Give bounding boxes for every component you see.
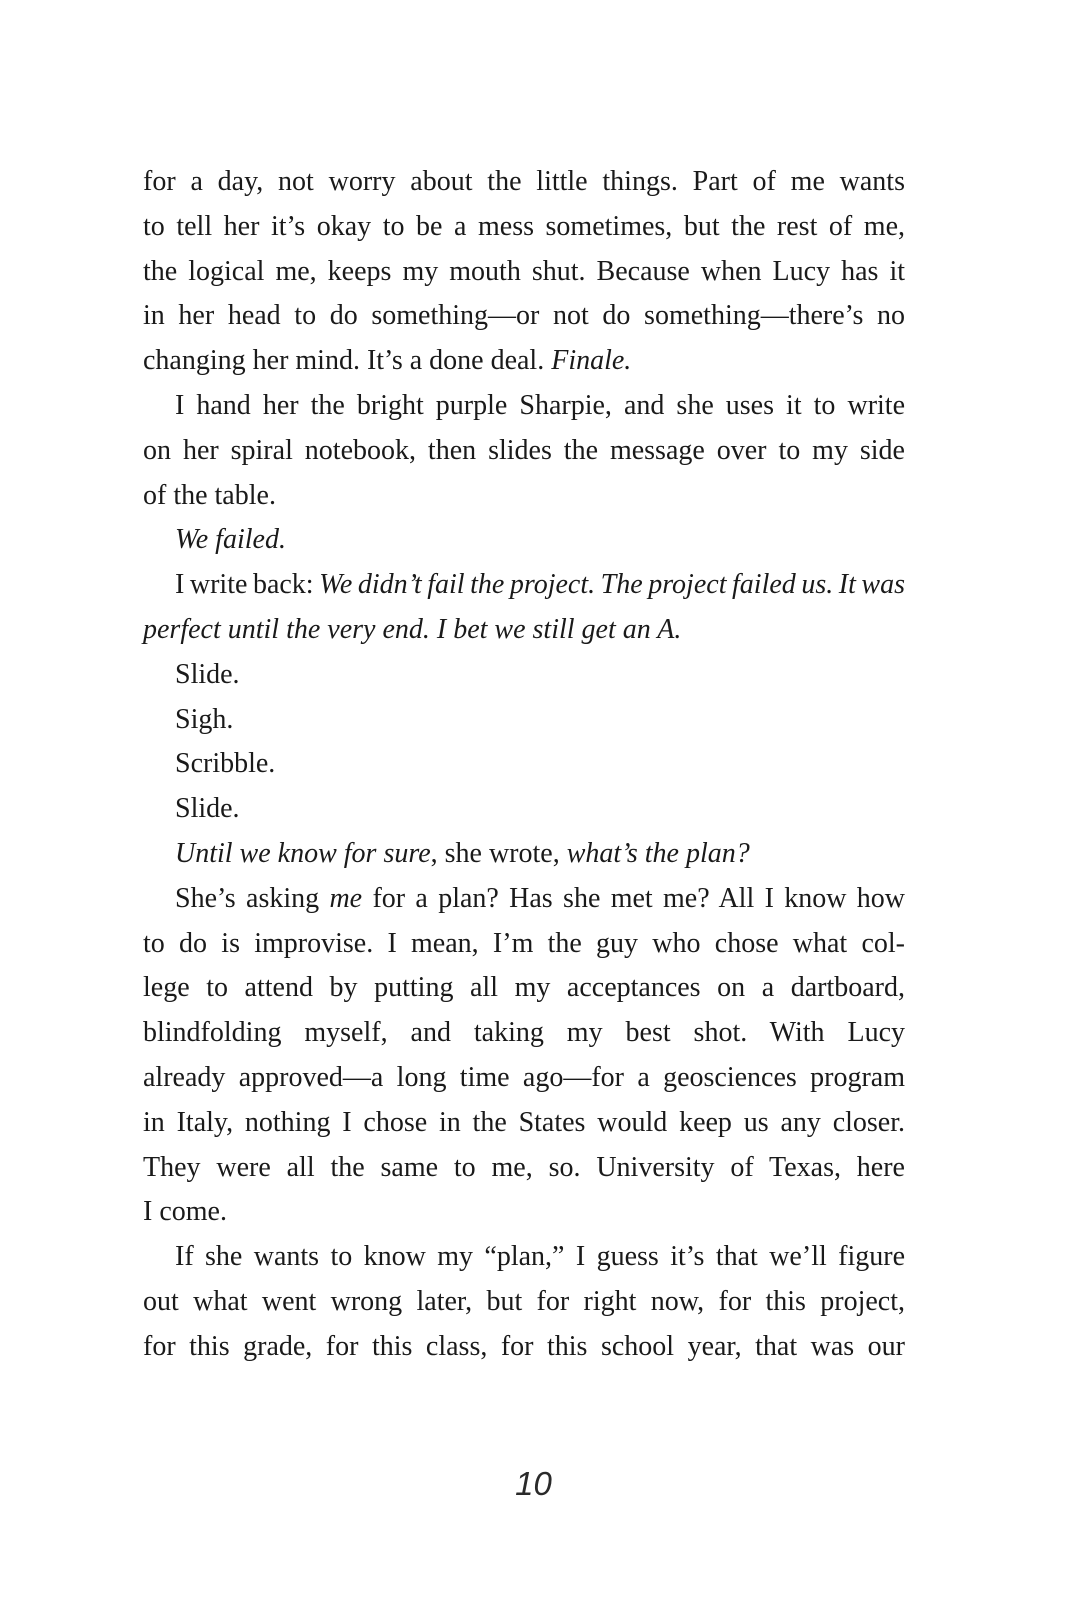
text-line: for this grade, for this class, for this school year, that was our bbox=[143, 1330, 905, 1362]
text-line: lege to attend by putting all my acceptances on a dartboard, bbox=[143, 972, 905, 1004]
page-number: 10 bbox=[515, 1465, 552, 1502]
text-line: Slide. bbox=[175, 658, 240, 690]
text-line: out what went wrong later, but for right now, for this project, bbox=[143, 1285, 905, 1317]
text-line: perfect until the very end. I bet we still get an A. bbox=[143, 613, 682, 645]
text-line: in her head to do something—or not do something—there’s no bbox=[143, 300, 905, 332]
text-line: already approved—a long time ago—for a geosciences program bbox=[143, 1061, 905, 1093]
text-line: I come. bbox=[143, 1196, 227, 1228]
text-line: on her spiral notebook, then slides the message over to my side bbox=[143, 434, 905, 466]
text-line: the logical me, keeps my mouth shut. Because when Lucy has it bbox=[143, 255, 905, 287]
text-line: They were all the same to me, so. University of Texas, here bbox=[143, 1151, 905, 1183]
text-line: If she wants to know my “plan,” I guess it’s that we’ll figure bbox=[175, 1241, 905, 1273]
text-line: in Italy, nothing I chose in the States would keep us any closer. bbox=[143, 1106, 905, 1138]
text-line: changing her mind. It’s a done deal. Finale. bbox=[143, 345, 632, 377]
text-line: blindfolding myself, and taking my best shot. With Lucy bbox=[143, 1017, 905, 1049]
text-line: of the table. bbox=[143, 479, 276, 511]
text-line: to do is improvise. I mean, I’m the guy who chose what col- bbox=[143, 927, 905, 959]
text-line: She’s asking me for a plan? Has she met me? All I know how bbox=[175, 882, 905, 914]
text-line: Sigh. bbox=[175, 703, 234, 735]
text-line: We failed. bbox=[175, 524, 286, 556]
text-line: to tell her it’s okay to be a mess sometimes, but the rest of me, bbox=[143, 210, 905, 242]
text-line: Scribble. bbox=[175, 748, 276, 780]
body-text bbox=[143, 160, 905, 1370]
text-line: I hand her the bright purple Sharpie, and she uses it to write bbox=[175, 389, 905, 421]
text-line: I write back: We didn’t fail the project. The project failed us. It was bbox=[175, 569, 905, 601]
text-line: Until we know for sure, she wrote, what’s the plan? bbox=[175, 837, 750, 869]
text-line: Slide. bbox=[175, 793, 240, 825]
text-line: for a day, not worry about the little things. Part of me wants bbox=[143, 166, 905, 197]
